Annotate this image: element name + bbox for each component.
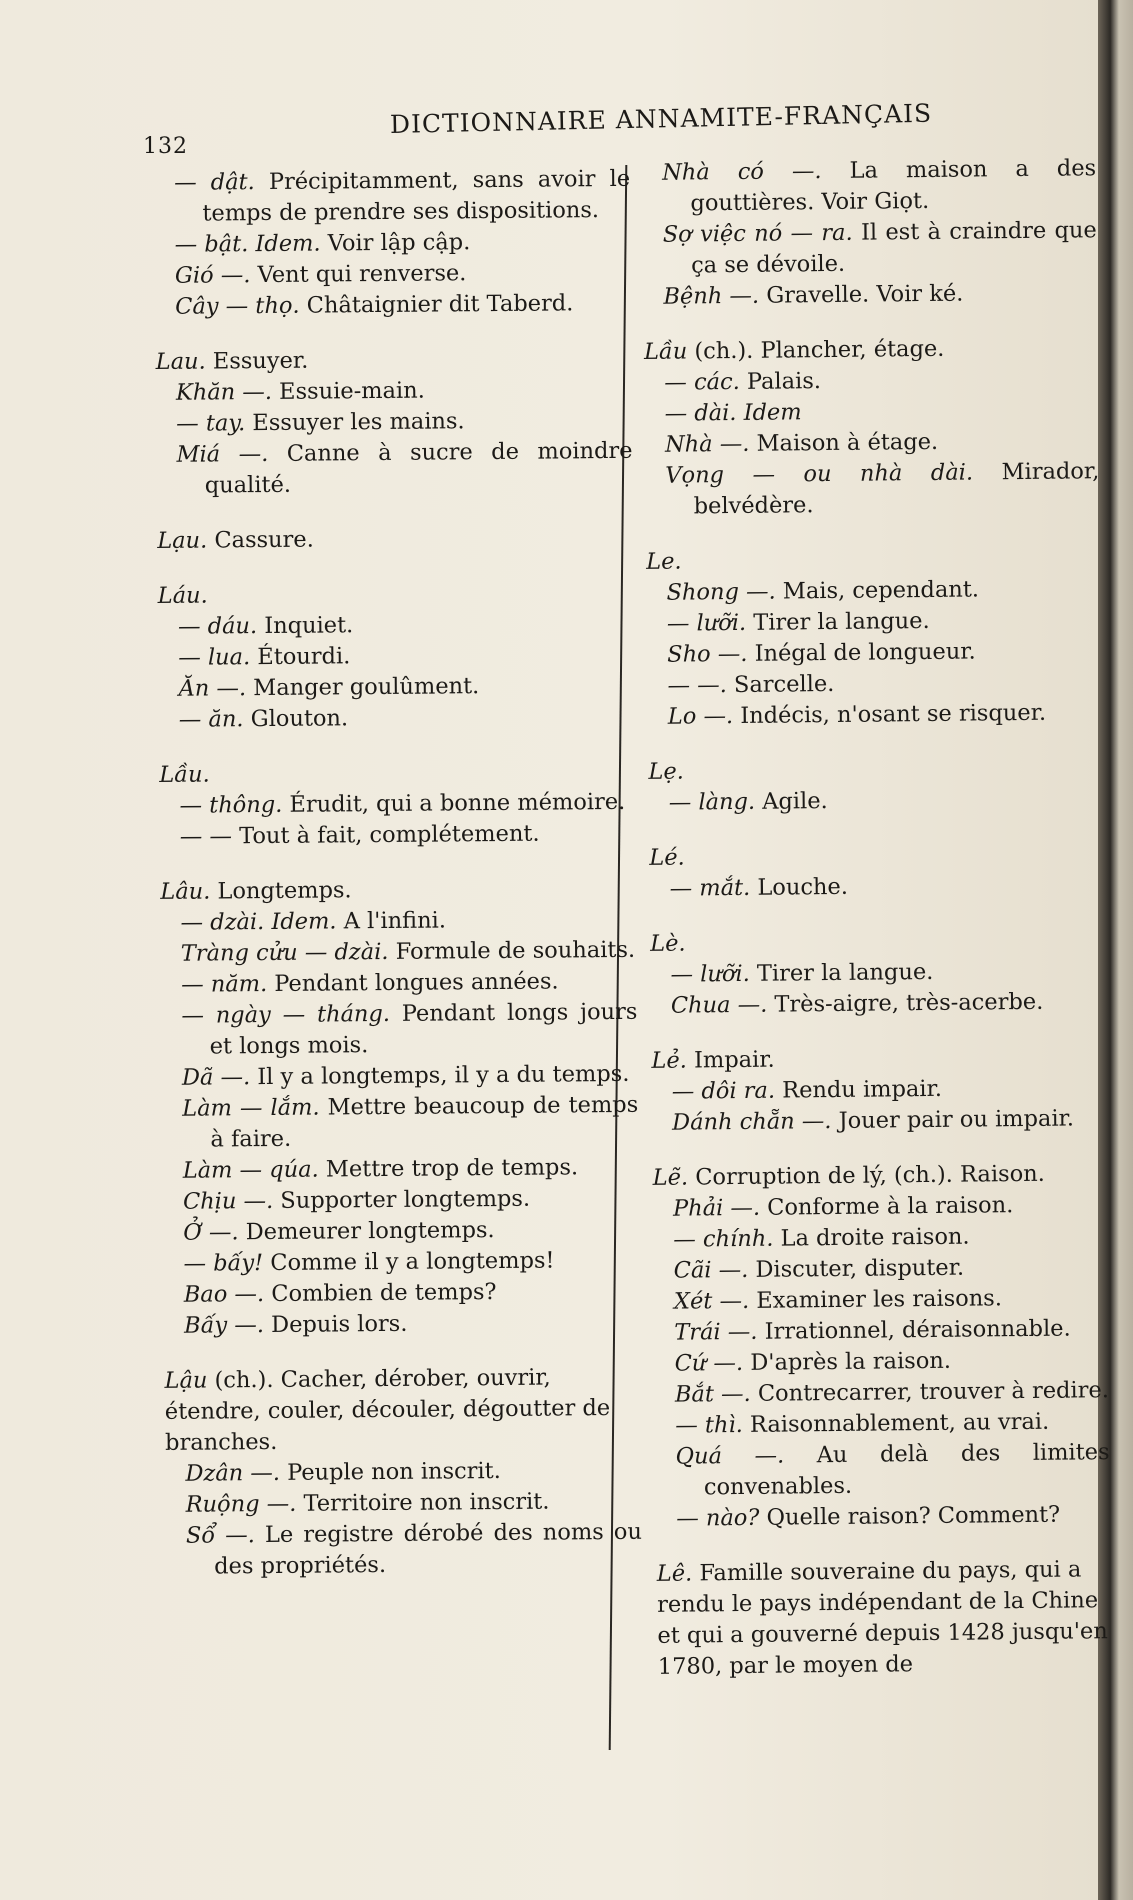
sub-entry-definition: Contrecarrer, trouver à redire.: [750, 1377, 1110, 1407]
headword: Lẻ.: [651, 1047, 688, 1074]
sub-entry-term: — các.: [664, 368, 740, 396]
sub-entry-term: Cứ —.: [674, 1349, 744, 1377]
sub-entry-definition: La droite raison.: [773, 1223, 970, 1252]
headword: Láu.: [157, 582, 208, 609]
sub-entry-term: — dôi ra.: [671, 1077, 776, 1105]
sub-entry: [638, 153, 1097, 220]
headword: Lẹ.: [648, 758, 684, 785]
dictionary-entry: [152, 343, 633, 502]
dictionary-entry: [154, 577, 635, 736]
sub-entry-term: — mắt.: [669, 874, 751, 902]
dictionary-entry: [638, 153, 1098, 313]
sub-entry-definition: Depuis lors.: [263, 1310, 408, 1339]
sub-entry-definition: Formule de souhaits.: [388, 936, 636, 965]
sub-entry-term: Dã —.: [181, 1064, 251, 1091]
sub-entry: [156, 818, 636, 853]
sub-entry: [157, 966, 637, 1001]
sub-entry-term: Sợ việc nó — ra.: [662, 219, 853, 248]
sub-entry-definition: A l'infini.: [336, 907, 447, 935]
sub-entry: [641, 425, 1099, 461]
sub-entry-definition: Maison à étage.: [749, 428, 939, 457]
sub-entry: [155, 787, 635, 822]
sub-entry: [155, 701, 635, 736]
sub-entry: [642, 573, 1100, 609]
entry-headword-line: [653, 1554, 1112, 1683]
entry-headword-line: [642, 542, 1100, 578]
sub-entry-definition: D'après la raison.: [743, 1347, 952, 1376]
sub-entry: [639, 277, 1097, 313]
sub-entry-definition: Il y a longtemps, il y a du temps.: [250, 1060, 630, 1091]
sub-entry: [162, 1486, 642, 1521]
sub-entry: [151, 257, 631, 292]
headword: Lau.: [155, 348, 206, 375]
sub-entry-term: — tay.: [176, 410, 246, 437]
sub-entry-definition: Agile.: [754, 788, 828, 815]
sub-entry: [156, 904, 636, 939]
sub-entry-term: — làng.: [668, 788, 756, 816]
sub-entry-term: — dật.: [174, 169, 255, 196]
sub-entry: [647, 986, 1105, 1022]
sub-entry-term: Ở —.: [183, 1219, 239, 1246]
sub-entry-definition: Peuple non inscrit.: [279, 1457, 501, 1486]
sub-entry: [150, 164, 631, 230]
sub-entry-term: Gió —.: [174, 262, 251, 289]
sub-entry: [157, 997, 638, 1063]
sub-entry-term: Ăn —.: [178, 675, 247, 702]
entry-headword-line: [154, 577, 634, 612]
sub-entry-definition: Glouton.: [243, 705, 349, 733]
sub-entry-definition: Jouer pair ou impair.: [831, 1105, 1075, 1135]
sub-entry-definition: Rendu impair.: [774, 1075, 943, 1104]
sub-entry-term: Bắt —.: [674, 1380, 751, 1408]
sub-entry-definition: Tirer la langue.: [749, 958, 934, 987]
sub-entry-term: — dài. Idem: [664, 399, 802, 427]
page-number: 132: [143, 134, 188, 159]
headword: Lạu.: [157, 527, 208, 554]
sub-entry-definition: Combien de temps?: [264, 1279, 497, 1308]
sub-entry-term: Bấy —.: [183, 1312, 265, 1339]
sub-entry-definition: Essuie-main.: [271, 377, 425, 405]
sub-entry: [646, 955, 1104, 991]
sub-entry-term: — thông.: [179, 791, 283, 819]
sub-entry-term: Nhà —.: [664, 430, 750, 458]
sub-entry: [648, 1103, 1106, 1139]
headword: Lé.: [649, 844, 685, 871]
sub-entry-term: — năm.: [181, 971, 268, 998]
sub-entry: [649, 1251, 1107, 1287]
sub-entry-definition: Châtaignier dit Taberd.: [299, 290, 574, 319]
dictionary-entry: [653, 1554, 1112, 1683]
sub-entry-definition: Mettre beaucoup de temps à faire.: [210, 1091, 639, 1153]
sub-entry-definition: Conforme à la raison.: [759, 1192, 1014, 1221]
sub-entry-definition: Irrationnel, déraisonnable.: [757, 1315, 1071, 1345]
dictionary-entry: [645, 838, 1104, 905]
entry-headword-line: [640, 332, 1098, 368]
sub-entry: [645, 783, 1103, 819]
sub-entry-term: Phải —.: [672, 1194, 761, 1222]
sub-entry-definition: Précipitamment, sans avoir le temps de prendre ses dispositions.: [202, 165, 631, 227]
sub-entry-term: — ngày — tháng.: [181, 1000, 391, 1029]
sub-entry: [160, 1307, 640, 1342]
sub-entry-definition: Vent qui renverse.: [250, 260, 467, 289]
dictionary-entry: [153, 522, 633, 557]
sub-entry-term: Miá —.: [176, 440, 269, 468]
sub-entry-definition: Il est à craindre que ça se dévoile.: [690, 217, 1097, 279]
headword: Lẽ.: [652, 1164, 689, 1191]
sub-entry-definition: Pendant longues années.: [267, 968, 559, 998]
sub-entry-definition: Très-aigre, très-acerbe.: [767, 988, 1044, 1018]
sub-entry-term: Khăn —.: [175, 378, 273, 406]
sub-entry-definition: Pendant longs jours et longs mois.: [209, 998, 638, 1060]
sub-entry-definition: Demeurer longtemps.: [238, 1217, 495, 1246]
sub-entry-term: Cây — thọ.: [175, 292, 300, 320]
sub-entry-term: Sổ —.: [185, 1522, 255, 1549]
sub-entry-term: Dánh chẵn —.: [671, 1108, 832, 1136]
sub-entry-definition: Canne à sucre de moindre qualité.: [204, 437, 633, 499]
headword-gloss: (ch.). Cacher, dérober, ouvrir, étendre, couler, découler, dégoutter de branches.: [164, 1364, 611, 1456]
sub-entry-term: Ruộng —.: [185, 1490, 297, 1518]
sub-entry-definition: Gravelle. Voir ké.: [758, 280, 964, 309]
headword: Lè.: [650, 930, 686, 957]
headword: Le.: [646, 548, 682, 575]
entry-headword-line: [647, 1041, 1105, 1077]
sub-entry-term: — thì.: [675, 1411, 743, 1439]
sub-entry-definition: Essuyer les mains.: [245, 408, 465, 437]
sub-entry: [154, 639, 634, 674]
sub-entry-definition: Tout à fait, complétement.: [231, 820, 540, 850]
sub-entry-definition: Territoire non inscrit.: [296, 1488, 550, 1517]
entry-headword-line: [645, 838, 1103, 874]
dictionary-entry: [640, 332, 1100, 523]
sub-entry: [643, 604, 1101, 640]
sub-entry-term: — dzài. Idem.: [180, 908, 337, 936]
entry-headword-line: [644, 752, 1102, 788]
sub-entry-term: Cãi —.: [673, 1256, 749, 1284]
sub-entry-term: — —.: [667, 672, 727, 699]
dictionary-entry: [156, 873, 640, 1342]
headword-gloss: (ch.). Plancher, étage.: [687, 335, 945, 365]
entry-headword-line: [152, 343, 632, 378]
sub-entry-term: Làm — lắm.: [182, 1094, 320, 1122]
sub-entry: [650, 1344, 1108, 1380]
dictionary-entry: [160, 1362, 642, 1583]
headword-gloss: Cassure.: [207, 526, 314, 554]
sub-entry-definition: Examiner les raisons.: [749, 1285, 1003, 1314]
sub-entry-definition: Voir lập cập.: [320, 229, 471, 257]
sub-entry-term: Nhà có —.: [662, 158, 822, 186]
sub-entry-term: Vọng — ou nhà dài.: [665, 459, 974, 489]
dictionary-entry: [649, 1158, 1111, 1535]
sub-entry: [641, 456, 1100, 523]
sub-entry-term: — ăn.: [178, 706, 244, 733]
sub-entry-term: — lưỡi.: [666, 609, 747, 637]
sub-entry-term: Chịu —.: [182, 1187, 274, 1215]
dictionary-entry: [644, 752, 1103, 819]
sub-entry-term: Làm — qúa.: [182, 1156, 319, 1184]
sub-entry-term: Tràng cửu — dzài.: [180, 938, 389, 967]
headword: Lậu: [164, 1367, 208, 1394]
headword-gloss: Famille souveraine du pays, qui a rendu le pays indépendant de la Chine et qui a gouverné depuis 1428 jusqu'en 1780, par le moyen de: [657, 1556, 1108, 1680]
sub-entry: [652, 1499, 1110, 1535]
sub-entry: [643, 635, 1101, 671]
sub-entry-definition: Tirer la langue.: [745, 607, 930, 636]
sub-entry-term: — bật. Idem.: [174, 230, 321, 258]
sub-entry: [649, 1220, 1107, 1256]
sub-entry-definition: Mais, cependant.: [775, 576, 980, 605]
right-column: [638, 153, 1112, 1707]
sub-entry: [151, 288, 631, 323]
sub-entry: [640, 363, 1098, 399]
sub-entry: [160, 1276, 640, 1311]
sub-entry-term: Xét —.: [673, 1287, 750, 1315]
sub-entry-definition: La maison a des gouttières. Voir Giọt.: [690, 155, 1097, 217]
sub-entry: [159, 1245, 639, 1280]
dictionary-entry: [150, 164, 631, 323]
sub-entry: [154, 608, 634, 643]
dictionary-entry: [646, 924, 1105, 1022]
headword-gloss: Corruption de lý, (ch.). Raison.: [687, 1160, 1045, 1191]
sub-entry-definition: Discuter, disputer.: [748, 1254, 965, 1283]
sub-entry: [650, 1313, 1108, 1349]
headword: Lê.: [656, 1560, 693, 1587]
dictionary-entry: [642, 542, 1102, 733]
headword: Lầu.: [159, 761, 210, 788]
sub-entry: [650, 1282, 1108, 1318]
sub-entry: [648, 1072, 1106, 1108]
sub-entry: [645, 869, 1103, 905]
sub-entry-term: — nào?: [676, 1504, 760, 1532]
sub-entry: [651, 1437, 1110, 1504]
headword: Lâu.: [160, 878, 211, 905]
sub-entry: [159, 1152, 639, 1187]
entry-headword-line: [160, 1362, 641, 1459]
sub-entry-term: — chính.: [673, 1225, 774, 1253]
sub-entry: [157, 935, 637, 970]
sub-entry: [161, 1455, 641, 1490]
sub-entry-term: Sho —.: [667, 640, 748, 668]
dictionary-entry: [155, 756, 636, 853]
left-column: [150, 164, 643, 1607]
headword-gloss: Longtemps.: [210, 877, 352, 905]
sub-entry: [649, 1189, 1107, 1225]
sub-entry-definition: Indécis, n'osant se risquer.: [733, 699, 1047, 730]
sub-entry-definition: Mirador, belvédère.: [693, 458, 1100, 520]
running-head: DICTIONNAIRE ANNAMITE-FRANÇAIS: [389, 98, 933, 139]
dictionary-entry: [647, 1041, 1106, 1139]
sub-entry-definition: Manger goulûment.: [245, 673, 480, 702]
sub-entry-term: — —: [179, 823, 233, 850]
sub-entry-definition: Au delà des limites convenables.: [703, 1439, 1110, 1501]
sub-entry: [644, 697, 1102, 733]
sub-entry-term: — dáu.: [177, 613, 258, 640]
sub-entry-term: Bao —.: [183, 1281, 265, 1308]
sub-entry-definition: Palais.: [739, 368, 822, 395]
sub-entry-definition: Étourdi.: [250, 643, 351, 671]
sub-entry-definition: Louche.: [750, 873, 849, 901]
sub-entry-definition: Quelle raison? Comment?: [759, 1501, 1061, 1531]
sub-entry-definition: Sarcelle.: [726, 670, 835, 699]
entry-headword-line: [649, 1158, 1107, 1194]
sub-entry-term: — bấy!: [183, 1250, 264, 1277]
headword: Lầu: [643, 338, 688, 365]
sub-entry: [151, 226, 631, 261]
headword-gloss: Essuyer.: [205, 347, 309, 375]
entry-headword-line: [153, 522, 633, 557]
sub-entry-definition: Raisonnablement, au vrai.: [742, 1408, 1050, 1438]
sub-entry-definition: Le registre dérobé des noms ou des propriétés.: [214, 1518, 643, 1580]
sub-entry-term: Quá —.: [675, 1442, 785, 1470]
sub-entry-definition: Supporter longtemps.: [273, 1185, 531, 1214]
sub-entry: [152, 405, 632, 440]
headword-gloss: Impair.: [686, 1046, 775, 1074]
sub-entry-term: Bệnh —.: [663, 282, 760, 310]
sub-entry: [641, 394, 1099, 430]
sub-entry-definition: Érudit, qui a bonne mémoire.: [282, 788, 626, 818]
sub-entry-definition: Mettre trop de temps.: [318, 1154, 579, 1183]
sub-entry: [162, 1517, 643, 1583]
sub-entry: [639, 215, 1098, 282]
sub-entry: [152, 374, 632, 409]
sub-entry-term: Lo —.: [667, 703, 734, 730]
sub-entry: [154, 670, 634, 705]
entry-headword-line: [646, 924, 1104, 960]
sub-entry-term: — lua.: [178, 644, 251, 671]
sub-entry-term: Shong —.: [666, 578, 776, 606]
sub-entry-definition: Inégal de longueur.: [747, 638, 976, 667]
entry-headword-line: [156, 873, 636, 908]
sub-entry-term: — lưỡi.: [670, 960, 750, 988]
sub-entry: [651, 1406, 1109, 1442]
sub-entry-term: Chua —.: [670, 991, 768, 1019]
sub-entry: [159, 1183, 639, 1218]
sub-entry: [159, 1214, 639, 1249]
entry-headword-line: [155, 756, 635, 791]
sub-entry: [158, 1090, 639, 1156]
sub-entry: [158, 1059, 638, 1094]
sub-entry: [651, 1375, 1109, 1411]
sub-entry-term: Dzân —.: [185, 1459, 281, 1487]
sub-entry: [643, 666, 1101, 702]
sub-entry-definition: Comme il y a longtemps!: [263, 1247, 555, 1277]
sub-entry: [152, 436, 633, 502]
sub-entry-definition: Inquiet.: [257, 612, 354, 640]
sub-entry-term: Trái —.: [674, 1318, 758, 1346]
